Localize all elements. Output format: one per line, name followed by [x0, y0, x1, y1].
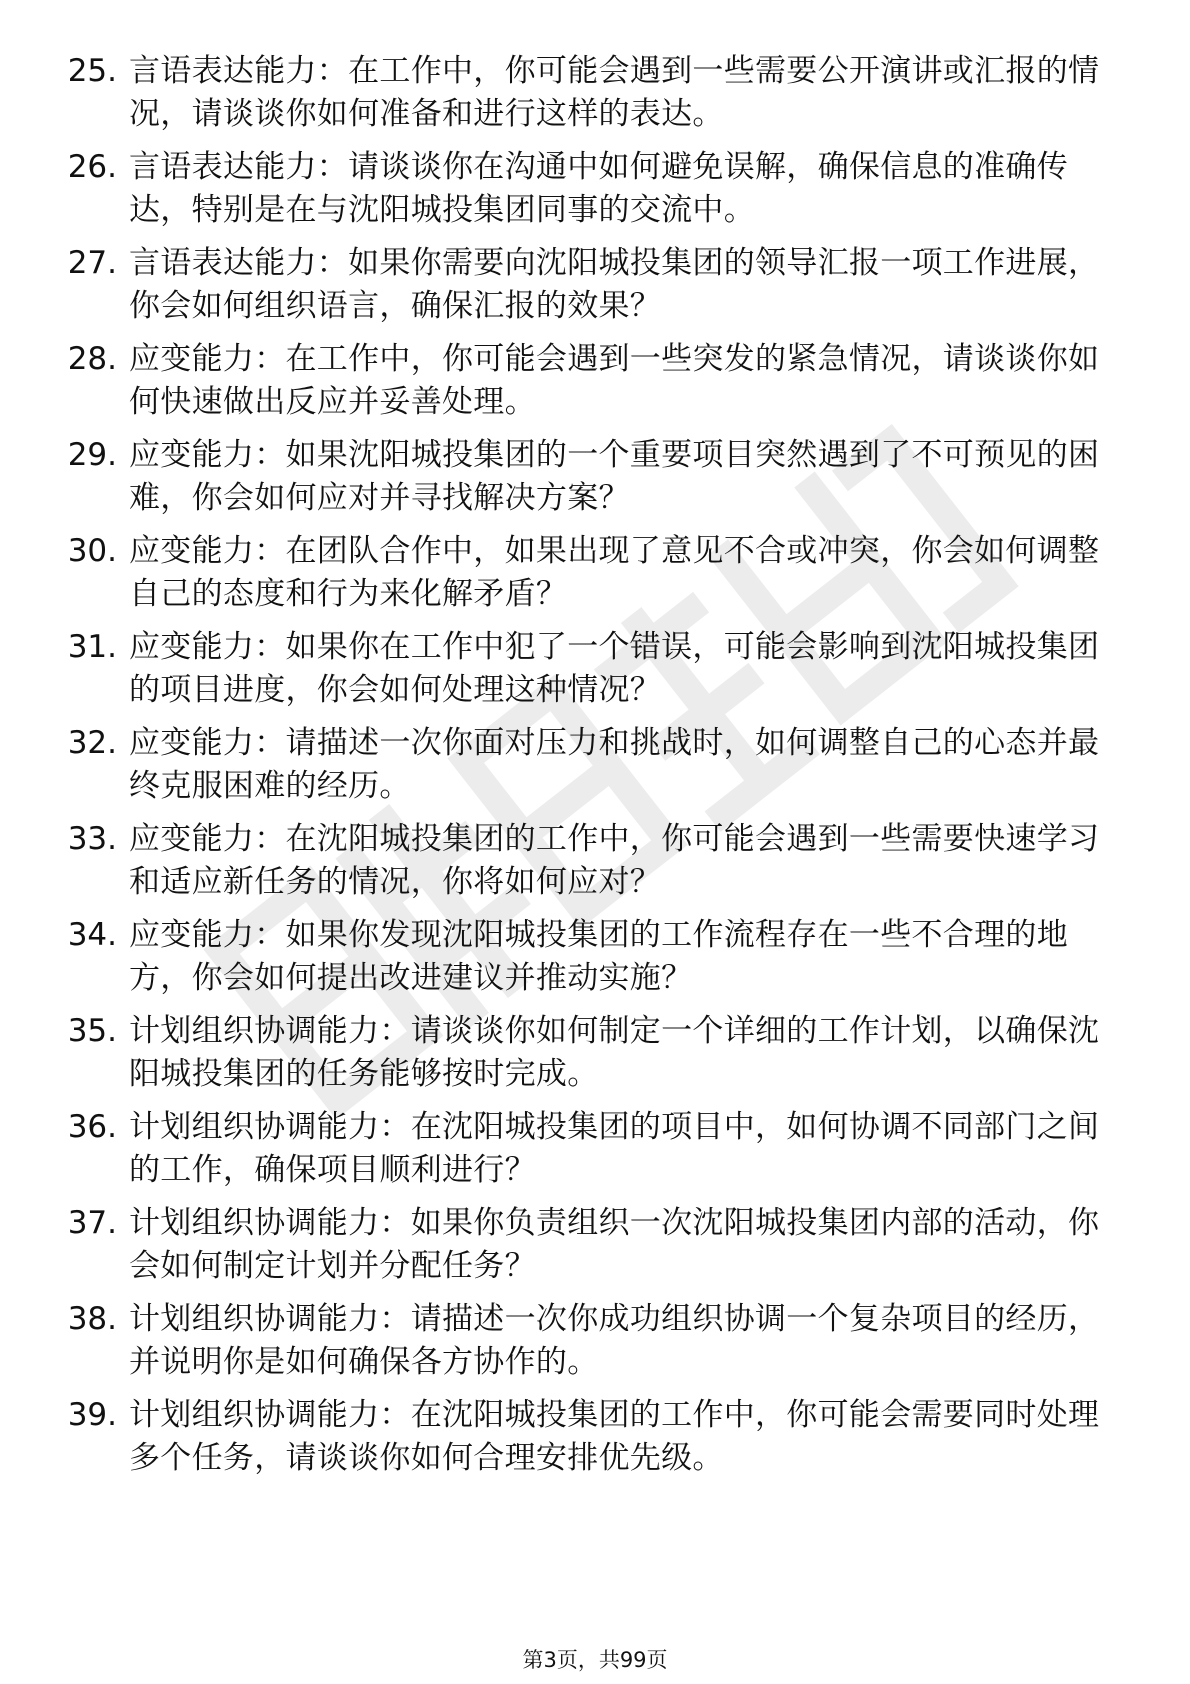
- question-text: 应变能力：如果你在工作中犯了一个错误，可能会影响到沈阳城投集团的项目进度，你会如何处理这种情况？: [129, 629, 1100, 708]
- question-number: 27.: [67, 245, 117, 281]
- question-number: 30.: [67, 533, 117, 569]
- question-text: 应变能力：在团队合作中，如果出现了意见不合或冲突，你会如何调整自己的态度和行为来化解矛盾？: [129, 533, 1100, 612]
- question-number: 28.: [67, 341, 117, 377]
- question-number: 29.: [67, 437, 117, 473]
- question-number: 38.: [67, 1301, 117, 1337]
- question-text: 计划组织协调能力：请描述一次你成功组织协调一个复杂项目的经历，并说明你是如何确保各方协作的。: [129, 1301, 1100, 1380]
- question-text: 计划组织协调能力：在沈阳城投集团的工作中，你可能会需要同时处理多个任务，请谈谈你如何合理安排优先级。: [129, 1397, 1100, 1476]
- page-number-label: 第3页，共99页: [522, 1648, 668, 1672]
- question-text: 计划组织协调能力：请谈谈你如何制定一个详细的工作计划，以确保沈阳城投集团的任务能够按时完成。: [129, 1013, 1100, 1092]
- page-footer: [0, 1648, 1190, 1672]
- question-text: 应变能力：在沈阳城投集团的工作中，你可能会遇到一些需要快速学习和适应新任务的情况，你将如何应对？: [129, 821, 1100, 900]
- question-text: 应变能力：如果你发现沈阳城投集团的工作流程存在一些不合理的地方，你会如何提出改进建议并推动实施？: [129, 917, 1068, 996]
- question-text: 应变能力：如果沈阳城投集团的一个重要项目突然遇到了不可预见的困难，你会如何应对并寻找解决方案？: [129, 437, 1100, 516]
- question-text: 言语表达能力：请谈谈你在沟通中如何避免误解，确保信息的准确传达，特别是在与沈阳城投集团同事的交流中。: [129, 149, 1068, 228]
- question-number: 26.: [67, 149, 117, 185]
- question-number: 33.: [67, 821, 117, 857]
- question-number: 35.: [67, 1013, 117, 1049]
- question-number: 39.: [67, 1397, 117, 1433]
- question-text: 计划组织协调能力：在沈阳城投集团的项目中，如何协调不同部门之间的工作，确保项目顺利进行？: [129, 1109, 1100, 1188]
- question-number: 34.: [67, 917, 117, 953]
- question-text: 计划组织协调能力：如果你负责组织一次沈阳城投集团内部的活动，你会如何制定计划并分配任务？: [129, 1205, 1100, 1284]
- question-number: 31.: [67, 629, 117, 665]
- question-number: 36.: [67, 1109, 117, 1145]
- question-text: 应变能力：在工作中，你可能会遇到一些突发的紧急情况，请谈谈你如何快速做出反应并妥善处理。: [129, 341, 1100, 420]
- question-number: 37.: [67, 1205, 117, 1241]
- question-text: 应变能力：请描述一次你面对压力和挑战时，如何调整自己的心态并最终克服困难的经历。: [129, 725, 1100, 804]
- question-text: 言语表达能力：在工作中，你可能会遇到一些需要公开演讲或汇报的情况，请谈谈你如何准备和进行这样的表达。: [129, 53, 1100, 132]
- question-text: 言语表达能力：如果你需要向沈阳城投集团的领导汇报一项工作进展，你会如何组织语言，确保汇报的效果？: [129, 245, 1100, 324]
- question-number: 32.: [67, 725, 117, 761]
- question-number: 25.: [67, 53, 117, 89]
